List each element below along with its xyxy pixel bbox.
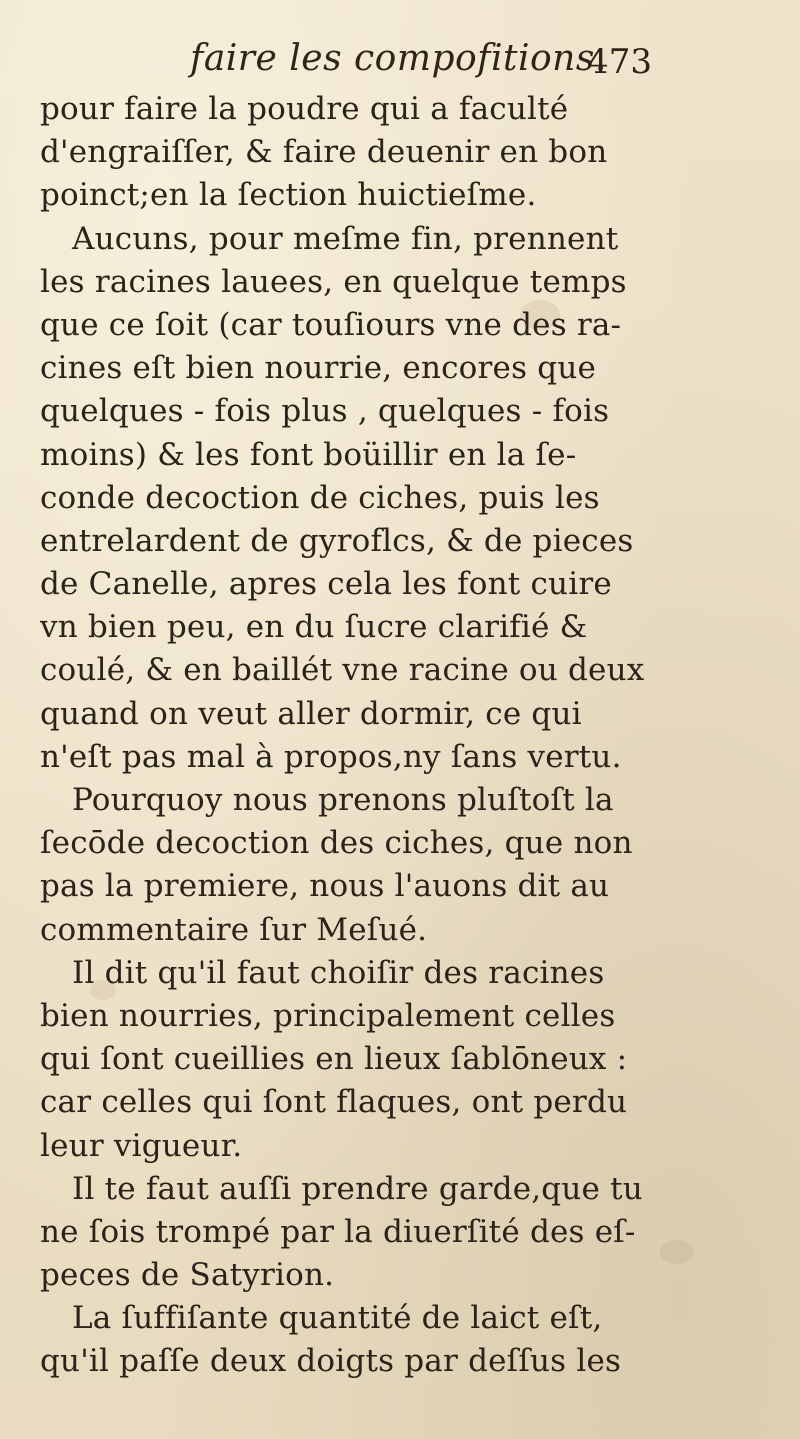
text-line: ne ſois trompé par la diuerſité des eſ- (40, 1213, 636, 1250)
text-line: Il te faut auſſi prendre garde,que tu (72, 1170, 643, 1207)
text-line: poinct;en la ſection huictieſme. (40, 177, 537, 214)
text-line: Il dit qu'il faut choiſir des racines (72, 954, 605, 991)
text-line: car celles qui ſont flaques, ont perdu (40, 1084, 628, 1121)
text-line: moins) & les font boüillir en la ſe- (40, 436, 577, 473)
text-line: de Canelle, apres cela les font cuire (40, 566, 612, 603)
text-line: entrelardent de gyroflcs, & de pieces (40, 522, 634, 559)
text-line: coulé, & en baillét vne racine ou deux (40, 652, 645, 689)
text-line: ſecōde decoction des ciches, que non (40, 825, 633, 862)
text-line: les racines lauees, en quelque temps (40, 263, 627, 300)
text-line: conde decoction de ciches, puis les (40, 479, 600, 516)
text-line: La ſuffiſante quantité de laict eſt, (72, 1300, 603, 1337)
text-line: Pourquoy nous prenons pluſtoſt la (72, 782, 614, 818)
text-line: qu'il paſſe deux doigts par deſſus les (40, 1343, 622, 1380)
text-line: d'engraiſſer, & faire deuenir en bon (40, 134, 608, 171)
text-line: peces de Satyrion. (40, 1257, 335, 1294)
text-line: que ce ſoit (car touſiours vne des ra- (40, 306, 622, 343)
text-line: pas la premiere, nous l'auons dit au (40, 868, 610, 905)
page-number: 473 (587, 42, 652, 82)
text-line: bien nourries, principalement celles (40, 997, 616, 1034)
text-line: leur vigueur. (40, 1127, 243, 1164)
text-line: qui ſont cueillies en lieux ſablōneux : (40, 1041, 628, 1078)
text-line: quelques - fois plus , quelques - fois (40, 393, 610, 430)
text-line: Aucuns, pour meſme fin, prennent (72, 220, 619, 257)
text-line: quand on veut aller dormir, ce qui (40, 695, 582, 732)
running-head: faire les compofitions. (190, 38, 607, 79)
text-line: n'eſt pas mal à propos,ny ſans vertu. (40, 738, 622, 775)
text-line: vn bien peu, en du ſucre clarifié & (40, 609, 588, 646)
text-line: cines eſt bien nourrie, encores que (40, 350, 597, 387)
body-text (40, 88, 780, 1384)
text-line: pour faire la poudre qui a faculté (40, 91, 569, 127)
text-line: commentaire ſur Meſué. (40, 911, 428, 948)
